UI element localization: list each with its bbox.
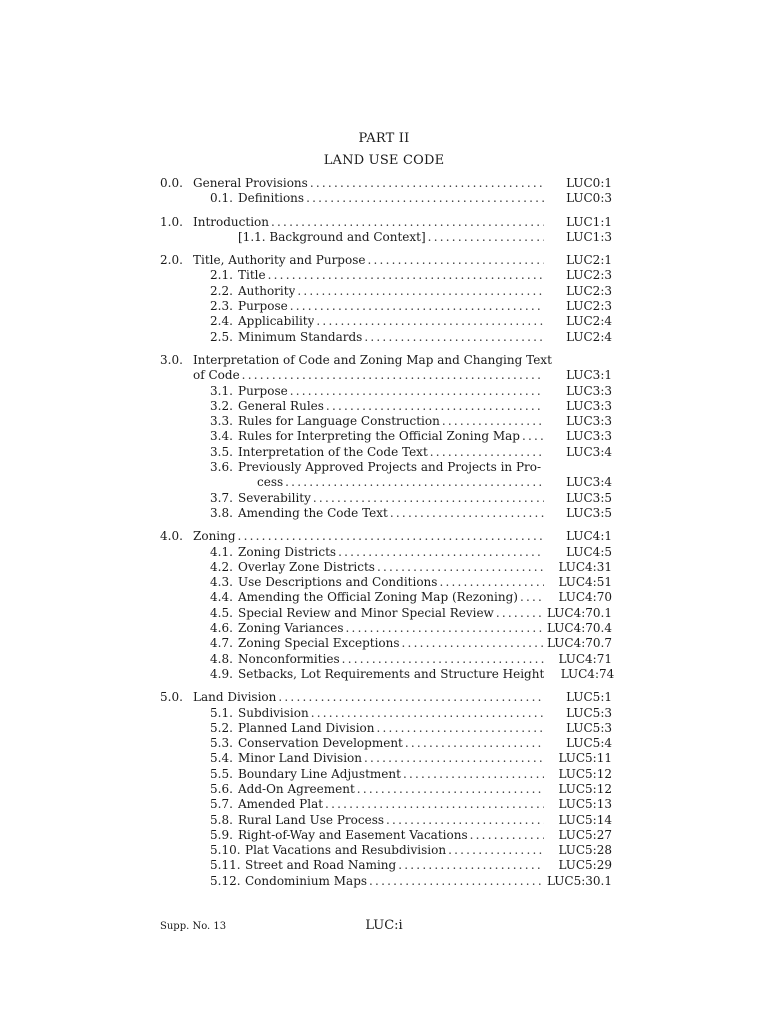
toc-dot-leader (310, 176, 544, 191)
toc-entry[interactable] (160, 529, 612, 544)
toc-entry-line (238, 284, 612, 299)
toc-entry-title: Rural Land Use Process (238, 812, 385, 827)
toc-entry-number: 2.5. (210, 329, 233, 344)
toc-entry[interactable] (160, 414, 612, 429)
toc-entry-line (193, 368, 612, 383)
toc-entry[interactable] (160, 215, 612, 230)
toc-entry[interactable] (160, 736, 612, 751)
toc-dot-leader (470, 828, 544, 843)
toc-entry-number: 4.9. (210, 666, 233, 681)
toc-entry-line (238, 414, 612, 429)
toc-entry-page: LUC2:3 (566, 283, 612, 298)
toc-dot-leader (390, 506, 544, 521)
toc-entry-line (238, 268, 612, 283)
toc-entry[interactable] (160, 330, 612, 345)
toc-entry-line (193, 353, 612, 368)
toc-entry-line (238, 590, 612, 605)
toc-entry-number: 5.1. (210, 705, 233, 720)
toc-entry-line (238, 706, 612, 721)
toc-entry-line (238, 314, 612, 329)
toc-entry-title: Plat Vacations and Resubdivision (245, 843, 447, 858)
toc-dot-leader (367, 253, 544, 268)
toc-entry[interactable] (160, 253, 612, 268)
toc-entry-number: 5.7. (210, 797, 233, 812)
toc-entry-page: LUC4:31 (558, 559, 612, 574)
toc-entry-line (238, 797, 612, 812)
toc-entry-page: LUC3:5 (566, 490, 612, 505)
toc-entry-page: LUC2:4 (566, 314, 612, 329)
toc-entry-number: 5.2. (210, 720, 233, 735)
toc-entry-title: Right-of-Way and Easement Vacations (238, 827, 468, 842)
toc-entry-page: LUC1:3 (566, 229, 612, 244)
toc-entry-number: 5.11. (210, 858, 241, 873)
toc-entry-title: Minimum Standards (238, 329, 363, 344)
toc-entry-page: LUC3:4 (566, 444, 612, 459)
toc-entry-number: 5.6. (210, 781, 233, 796)
toc-entry[interactable] (160, 368, 612, 383)
toc-entry-number: 5.3. (210, 736, 233, 751)
toc-dot-leader (377, 560, 544, 575)
toc-entry-line (238, 429, 612, 444)
toc-entry-title: Zoning Special Exceptions (238, 636, 400, 651)
toc-entry-number: 3.8. (210, 505, 233, 520)
part-title: LAND USE CODE (323, 153, 445, 168)
supplement-number: Supp. No. 13 (160, 921, 227, 932)
toc-entry-title: Severability (238, 490, 311, 505)
toc-entry-title: Zoning Districts (238, 544, 337, 559)
toc-entry-line (238, 782, 612, 797)
toc-entry-title: Street and Road Naming (245, 858, 397, 873)
toc-entry-page: LUC1:1 (566, 214, 612, 229)
toc-entry-page: LUC5:1 (566, 690, 612, 705)
toc-section (160, 215, 612, 246)
toc-entry[interactable] (160, 299, 612, 314)
toc-entry-title: Applicability (238, 314, 315, 329)
toc-entry-number: 3.7. (210, 490, 233, 505)
toc-entry-page: LUC2:3 (566, 299, 612, 314)
toc-dot-leader (386, 813, 544, 828)
toc-entry-line (193, 690, 612, 705)
toc-entry-number: 5.5. (210, 766, 233, 781)
toc-entry-page: LUC5:12 (558, 766, 612, 781)
toc-entry-line (238, 721, 612, 736)
toc-entry-page: LUC5:12 (558, 781, 612, 796)
toc-entry-page: LUC5:4 (566, 736, 612, 751)
toc-dot-leader (430, 445, 544, 460)
toc-entry-title: Interpretation of Code and Zoning Map and Changing Text (193, 352, 552, 367)
toc-entry-page: LUC3:3 (566, 398, 612, 413)
toc-dot-leader (439, 575, 544, 590)
toc-entry-number: 4.1. (210, 544, 233, 559)
toc-entry-page: LUC5:29 (558, 858, 612, 873)
toc-entry-page: LUC5:11 (558, 751, 612, 766)
toc-entry-page: LUC5:3 (566, 720, 612, 735)
toc-entry-page: LUC2:4 (566, 329, 612, 344)
toc-entry-number: 5.8. (210, 812, 233, 827)
toc-entry-line (238, 560, 612, 575)
toc-dot-leader (522, 429, 544, 444)
toc-entry-page: LUC3:1 (566, 368, 612, 383)
toc-dot-leader (306, 191, 544, 206)
toc-entry[interactable] (160, 545, 612, 560)
toc-entry-title: Land Division (193, 690, 277, 705)
toc-section (160, 253, 612, 345)
toc-entry-page: LUC5:28 (558, 843, 612, 858)
toc-dot-leader (238, 529, 544, 544)
toc-entry[interactable] (160, 721, 612, 736)
toc-entry-number: 3.6. (210, 460, 233, 475)
toc-entry[interactable] (160, 813, 612, 828)
toc-entry-line (238, 751, 612, 766)
toc-dot-leader (357, 782, 544, 797)
toc-entry-line (193, 176, 612, 191)
toc-entry[interactable] (160, 858, 612, 873)
toc-entry-page: LUC0:1 (566, 176, 612, 190)
toc-entry[interactable] (160, 782, 612, 797)
toc-dot-leader (520, 590, 544, 605)
toc-entry-line (193, 215, 612, 230)
toc-entry[interactable] (160, 384, 612, 399)
toc-entry-page: LUC2:3 (566, 268, 612, 283)
toc-entry-title: Amending the Code Text (238, 505, 388, 520)
toc-entry-line (238, 330, 612, 345)
toc-dot-leader (297, 284, 544, 299)
toc-entry-page: LUC3:4 (566, 475, 612, 490)
toc-entry-title: Add-On Agreement (238, 781, 355, 796)
toc-entry-page: LUC5:13 (558, 797, 612, 812)
toc-entry[interactable] (160, 176, 612, 191)
toc-entry-title: Minor Land Division (238, 751, 363, 766)
toc-section (160, 529, 615, 682)
toc-entry[interactable] (160, 353, 612, 368)
toc-entry-title: Purpose (238, 383, 288, 398)
toc-entry[interactable] (160, 575, 612, 590)
toc-entry[interactable] (160, 191, 612, 206)
toc-entry-title: Introduction (193, 214, 269, 229)
toc-entry-line (245, 843, 612, 858)
toc-entry-number: 0.0. (160, 176, 183, 190)
toc-entry-number: 5.10. (210, 843, 241, 858)
toc-entry[interactable] (160, 560, 612, 575)
toc-entry[interactable] (160, 460, 612, 475)
toc-entry-title: Amended Plat (238, 797, 324, 812)
page-label: LUC:i (365, 918, 403, 933)
toc-entry-title: Zoning Variances (238, 621, 344, 636)
toc-dot-leader (402, 636, 543, 651)
toc-entry-number: 3.2. (210, 398, 233, 413)
toc-entry-title: Interpretation of the Code Text (238, 444, 428, 459)
toc-entry[interactable] (160, 797, 612, 812)
toc-entry-number: 3.5. (210, 444, 233, 459)
toc-entry-line (238, 652, 612, 667)
toc-dot-leader (377, 721, 545, 736)
toc-entry-line (238, 621, 612, 636)
toc-entry-page: LUC4:71 (558, 651, 612, 666)
toc-dot-leader (442, 414, 544, 429)
toc-entry-line (238, 575, 612, 590)
toc-entry-title: Condominium Maps (245, 873, 368, 888)
toc-entry-line (238, 491, 612, 506)
toc-section (160, 176, 612, 207)
toc-dot-leader (369, 874, 543, 889)
toc-entry-number: 2.4. (210, 314, 233, 329)
toc-entry[interactable] (160, 268, 612, 283)
toc-dot-leader (398, 858, 544, 873)
toc-entry[interactable] (160, 284, 612, 299)
toc-entry-number: 3.0. (160, 352, 183, 367)
toc-entry-title: Rules for Language Construction (238, 414, 440, 429)
toc-entry-title: Purpose (238, 299, 288, 314)
toc-entry-line (238, 299, 612, 314)
toc-entry-line (238, 230, 612, 245)
toc-entry[interactable] (160, 874, 612, 889)
toc-entry-title: Definitions (238, 191, 305, 206)
toc-entry-line (238, 666, 615, 682)
toc-entry-line (238, 828, 612, 843)
toc-entry-page: LUC4:70 (558, 590, 612, 605)
toc-entry-page: LUC4:70.1 (546, 605, 612, 620)
toc-dot-leader (338, 545, 544, 560)
toc-entry-page: LUC5:3 (566, 705, 612, 720)
toc-entry-title: cess (257, 475, 284, 490)
toc-entry[interactable] (160, 666, 615, 682)
toc-entry-number: 5.4. (210, 751, 233, 766)
toc-entry-number: 0.1. (210, 191, 233, 206)
toc-entry[interactable] (160, 706, 612, 721)
toc-entry-title: Title, Authority and Purpose (193, 253, 366, 268)
toc-entry-line (238, 606, 612, 621)
toc-entry-number: 5.12. (210, 873, 241, 888)
toc-dot-leader (342, 652, 544, 667)
toc-entry-page: LUC0:3 (566, 191, 612, 206)
toc-dot-leader (405, 736, 544, 751)
toc-entry-number: 3.3. (210, 414, 233, 429)
toc-entry[interactable] (160, 652, 612, 667)
toc-entry-number: 4.8. (210, 651, 233, 666)
toc-entry-number: 4.7. (210, 636, 233, 651)
toc-entry[interactable] (160, 751, 612, 766)
toc-dot-leader (290, 384, 544, 399)
toc-entry-number: 2.2. (210, 283, 233, 298)
toc-dot-leader (285, 475, 544, 490)
toc-dot-leader (448, 843, 544, 858)
toc-dot-leader (325, 797, 544, 812)
toc-entry-line (245, 858, 612, 873)
toc-entry-line (238, 460, 612, 475)
toc-entry-line (238, 736, 612, 751)
toc-entry-page: LUC5:27 (558, 827, 612, 842)
toc-entry-page: LUC3:3 (566, 414, 612, 429)
toc-entry-line (238, 636, 612, 651)
toc-entry[interactable] (160, 621, 612, 636)
toc-entry-number: 5.0. (160, 690, 183, 705)
toc-dot-leader (364, 330, 544, 345)
toc-entry-number: 2.1. (210, 268, 233, 283)
toc-entry[interactable] (160, 314, 612, 329)
toc-entry-title: Title (238, 268, 266, 283)
toc-entry-page: LUC4:1 (566, 529, 612, 544)
toc-entry[interactable] (160, 491, 612, 506)
toc-entry-line (238, 545, 612, 560)
toc-entry-line (238, 506, 612, 521)
toc-dot-leader (268, 268, 544, 283)
toc-entry-number: 2.3. (210, 299, 233, 314)
toc-entry-title: Conservation Development (238, 736, 403, 751)
toc-entry-line (257, 475, 612, 490)
table-of-contents (160, 176, 615, 897)
toc-entry-title: Boundary Line Adjustment (238, 766, 401, 781)
toc-entry-title: Use Descriptions and Conditions (238, 575, 438, 590)
toc-entry-number: 1.0. (160, 214, 183, 229)
toc-entry-title: Overlay Zone Districts (238, 559, 375, 574)
toc-entry-number: 4.6. (210, 621, 233, 636)
toc-entry-number: 4.0. (160, 529, 183, 544)
toc-entry-page: LUC4:70.7 (546, 636, 612, 651)
toc-entry-page: LUC3:3 (566, 429, 612, 444)
toc-entry-line (238, 767, 612, 782)
toc-entry[interactable] (160, 475, 612, 490)
toc-entry-number: 3.4. (210, 429, 233, 444)
toc-dot-leader (316, 314, 544, 329)
toc-entry-line (238, 384, 612, 399)
toc-entry-title: Subdivision (238, 705, 309, 720)
toc-entry-number: 4.3. (210, 575, 233, 590)
toc-entry-number: 4.2. (210, 559, 233, 574)
toc-dot-leader (403, 767, 544, 782)
toc-entry-line (245, 874, 612, 889)
toc-entry-page: LUC2:1 (566, 253, 612, 268)
toc-dot-leader (496, 606, 543, 621)
toc-entry-title: Authority (238, 283, 296, 298)
toc-entry[interactable] (160, 636, 612, 651)
toc-entry-page: LUC4:5 (566, 544, 612, 559)
toc-dot-leader (326, 399, 544, 414)
toc-entry-page: LUC5:14 (558, 812, 612, 827)
toc-dot-leader (278, 690, 544, 705)
toc-entry-line (193, 529, 612, 544)
toc-entry[interactable] (160, 828, 612, 843)
toc-entry[interactable] (160, 606, 612, 621)
toc-dot-leader (311, 706, 544, 721)
toc-entry-title: Special Review and Minor Special Review (238, 605, 494, 620)
toc-entry-title: Nonconformities (238, 651, 340, 666)
toc-entry-title: Planned Land Division (238, 720, 375, 735)
toc-entry-number: 4.5. (210, 605, 233, 620)
toc-entry[interactable] (160, 690, 612, 705)
toc-entry[interactable] (160, 590, 612, 605)
toc-entry[interactable] (160, 506, 612, 521)
toc-dot-leader (271, 215, 544, 230)
toc-entry-title: Previously Approved Projects and Projects in Pro- (238, 460, 542, 475)
toc-dot-leader (242, 368, 544, 383)
toc-entry-page: LUC3:3 (566, 383, 612, 398)
toc-entry-page: LUC3:5 (566, 505, 612, 520)
toc-entry[interactable] (160, 429, 612, 444)
toc-entry-number: 5.9. (210, 827, 233, 842)
toc-entry-line (238, 813, 612, 828)
toc-entry-line (238, 399, 612, 414)
toc-section (160, 353, 612, 521)
toc-entry-number: 4.4. (210, 590, 233, 605)
toc-entry-title: [1.1. Background and Context] (238, 229, 426, 244)
toc-entry-title: Zoning (193, 529, 236, 544)
toc-entry-number: 3.1. (210, 383, 233, 398)
toc-entry-line (193, 253, 612, 268)
toc-entry-line (238, 191, 612, 206)
toc-entry-title: General Provisions (193, 176, 308, 190)
toc-dot-leader (428, 230, 544, 245)
toc-entry[interactable] (160, 767, 612, 782)
toc-dot-leader (346, 621, 543, 636)
toc-entry-page: LUC4:70.4 (546, 621, 612, 636)
toc-entry-page: LUC4:51 (558, 575, 612, 590)
toc-dot-leader (364, 751, 544, 766)
toc-section (160, 690, 612, 889)
toc-dot-leader (313, 491, 544, 506)
toc-entry-line (238, 445, 612, 460)
toc-entry[interactable] (160, 445, 612, 460)
toc-entry-title: Amending the Official Zoning Map (Rezoning) (238, 590, 518, 605)
toc-entry-title: Rules for Interpreting the Official Zoning Map (238, 429, 520, 444)
toc-entry[interactable] (160, 843, 612, 858)
toc-entry-title: of Code (193, 368, 240, 383)
toc-dot-leader (290, 299, 544, 314)
toc-entry-title: Setbacks, Lot Requirements and Structure Height (238, 666, 545, 681)
toc-entry-number: 2.0. (160, 253, 183, 268)
toc-entry-page: LUC5:30.1 (546, 873, 612, 888)
toc-entry-page: LUC4:74 (560, 666, 615, 681)
toc-entry[interactable] (160, 230, 612, 245)
toc-entry-title: General Rules (238, 398, 324, 413)
part-heading: PART II (358, 131, 410, 146)
toc-entry[interactable] (160, 399, 612, 414)
